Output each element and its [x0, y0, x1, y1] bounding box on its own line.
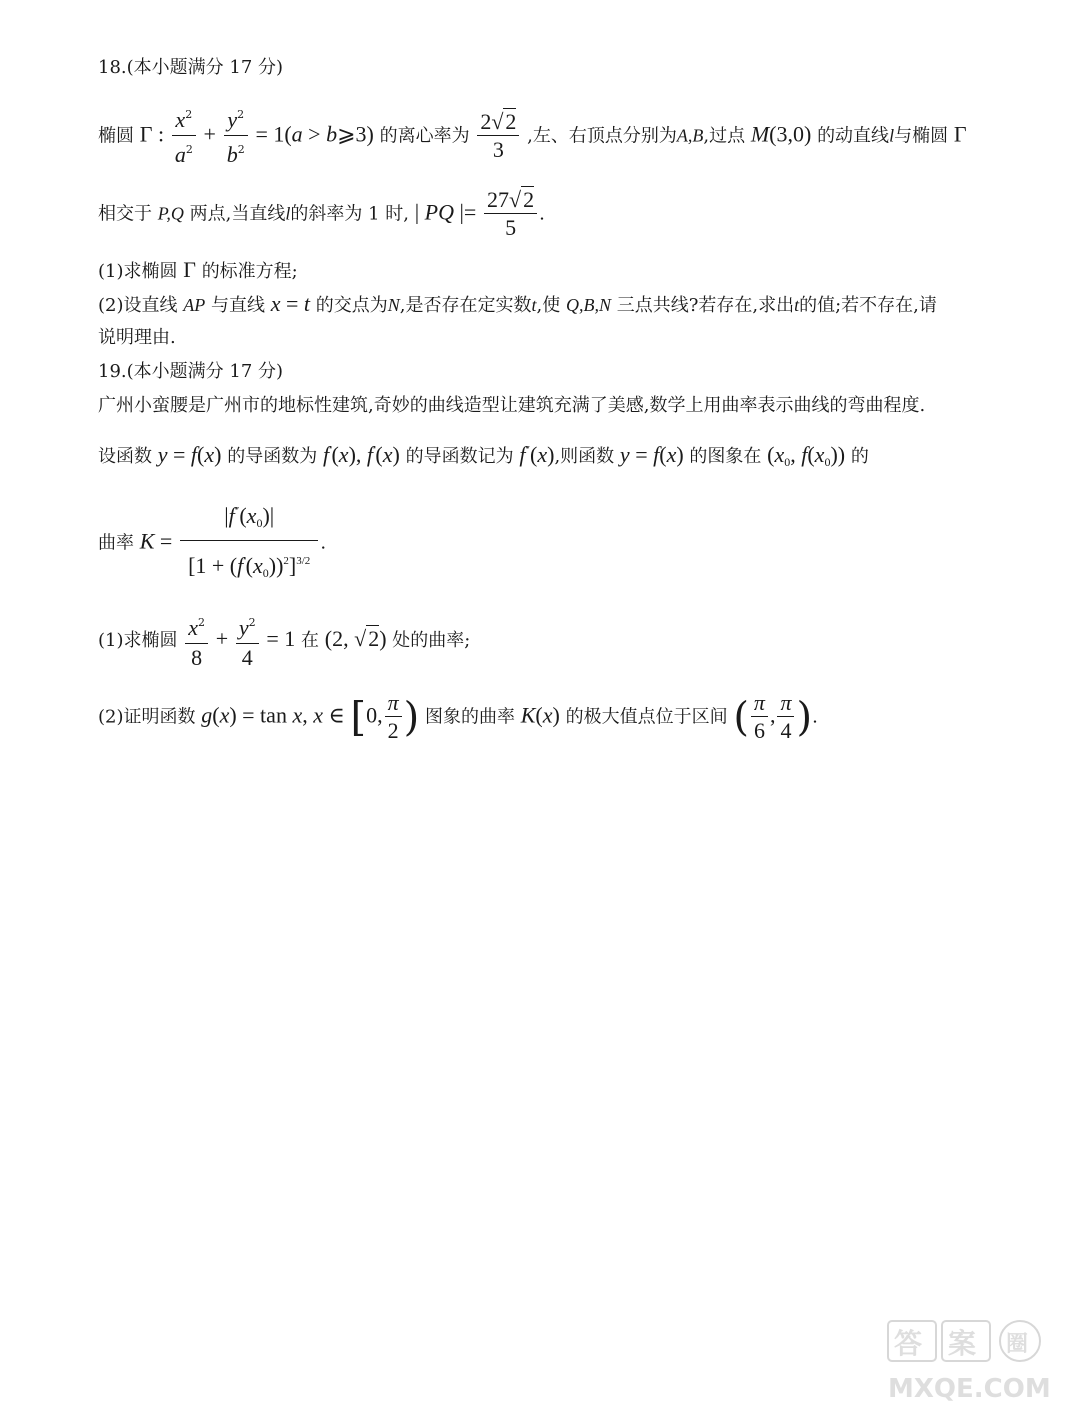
gamma-symbol: Γ : — [139, 121, 165, 147]
q18-part1: (1)求椭圆 Γ 的标准方程; — [98, 257, 298, 282]
fraction-x2-a2: $\frac{x^2}{a^2}$ — [172, 102, 196, 171]
point-m: M(3,0) — [750, 121, 812, 147]
svg-text:答: 答 — [894, 1327, 923, 1360]
q19-part1: (1)求椭圆 $\frac{x^2}{8}$ + $\frac{y^2}{4}$ = 1 在 (2, √2) 处的曲率; — [98, 610, 470, 672]
pq-length: | PQ |= — [414, 199, 477, 225]
q18-line2: 相交于 P,Q 两点,当直线l的斜率为 1 时, | PQ |= $\frac{27√2}{5}$ . — [98, 187, 545, 240]
ellipse-condition: = 1(a > b⩾3) — [255, 121, 374, 147]
q18-header: 18.(本小题满分 17 分) — [98, 57, 284, 78]
watermark-logo — [884, 1317, 1062, 1405]
svg-text:圈: 圈 — [1006, 1332, 1029, 1357]
fraction-x2-8: $\frac{x^2}{8}$ — [185, 610, 208, 672]
q19-line2: 设函数 y = f(x) 的导函数为 f′(x), f′(x) 的导函数记为 f″(x),则函数 y = f(x) 的图象在 ($x_0$, $f(x_0)$) 的 — [98, 442, 869, 469]
q18-part2-cont: 说明理由. — [98, 327, 176, 348]
q19-header: 19.(本小题满分 17 分) — [98, 361, 284, 382]
curvature-formula: $\frac{|f''(x_0)|}{[1 + (f'(x_0))^2]^{3/2}}$ — [180, 494, 318, 593]
q19-curvature-def: 曲率 K = $\frac{|f''(x_0)|}{[1 + (f'(x_0))^2]^{3/2}}$ . — [98, 494, 326, 593]
q19-intro: 广州小蛮腰是广州市的地标性建筑,奇妙的曲线造型让建筑充满了美感,数学上用曲率表示曲线的弯曲程度. — [98, 395, 926, 416]
fraction-y2-b2: $\frac{y^2}{b^2}$ — [224, 102, 248, 171]
pq-value: $\frac{27√2}{5}$ — [484, 187, 537, 242]
q18-part2: (2)设直线 AP 与直线 x = t 的交点为N,是否存在定实数t,使 Q,B,N 三点共线?若存在,求出t的值;若不存在,请 — [98, 291, 937, 316]
svg-text:案: 案 — [948, 1327, 977, 1360]
q18-line1: 椭圆 Γ : $\frac{x^2}{a^2}$ + $\frac{y^2}{b^2}$ = 1(a > b⩾3) 的离心率为 $\frac{2√2}{3}$ ,左、右顶点分别为A,B,过点 M(3,0) 的动直线l与椭圆 Γ — [98, 102, 967, 171]
fraction-y2-4: $\frac{y^2}{4}$ — [236, 610, 259, 672]
eccentricity-value: $\frac{2√2}{3}$ — [477, 109, 519, 164]
q19-part2: (2)证明函数 g(x) = tan x, x ∈ [0, $\frac{\pi}{2}$ ) 图象的曲率 K(x) 的极大值点位于区间 ( $\frac{\pi}{6}$ , $\frac{\pi}{4}$ ). — [98, 690, 818, 743]
svg-text:MXQE.COM: MXQE.COM — [888, 1374, 1051, 1404]
